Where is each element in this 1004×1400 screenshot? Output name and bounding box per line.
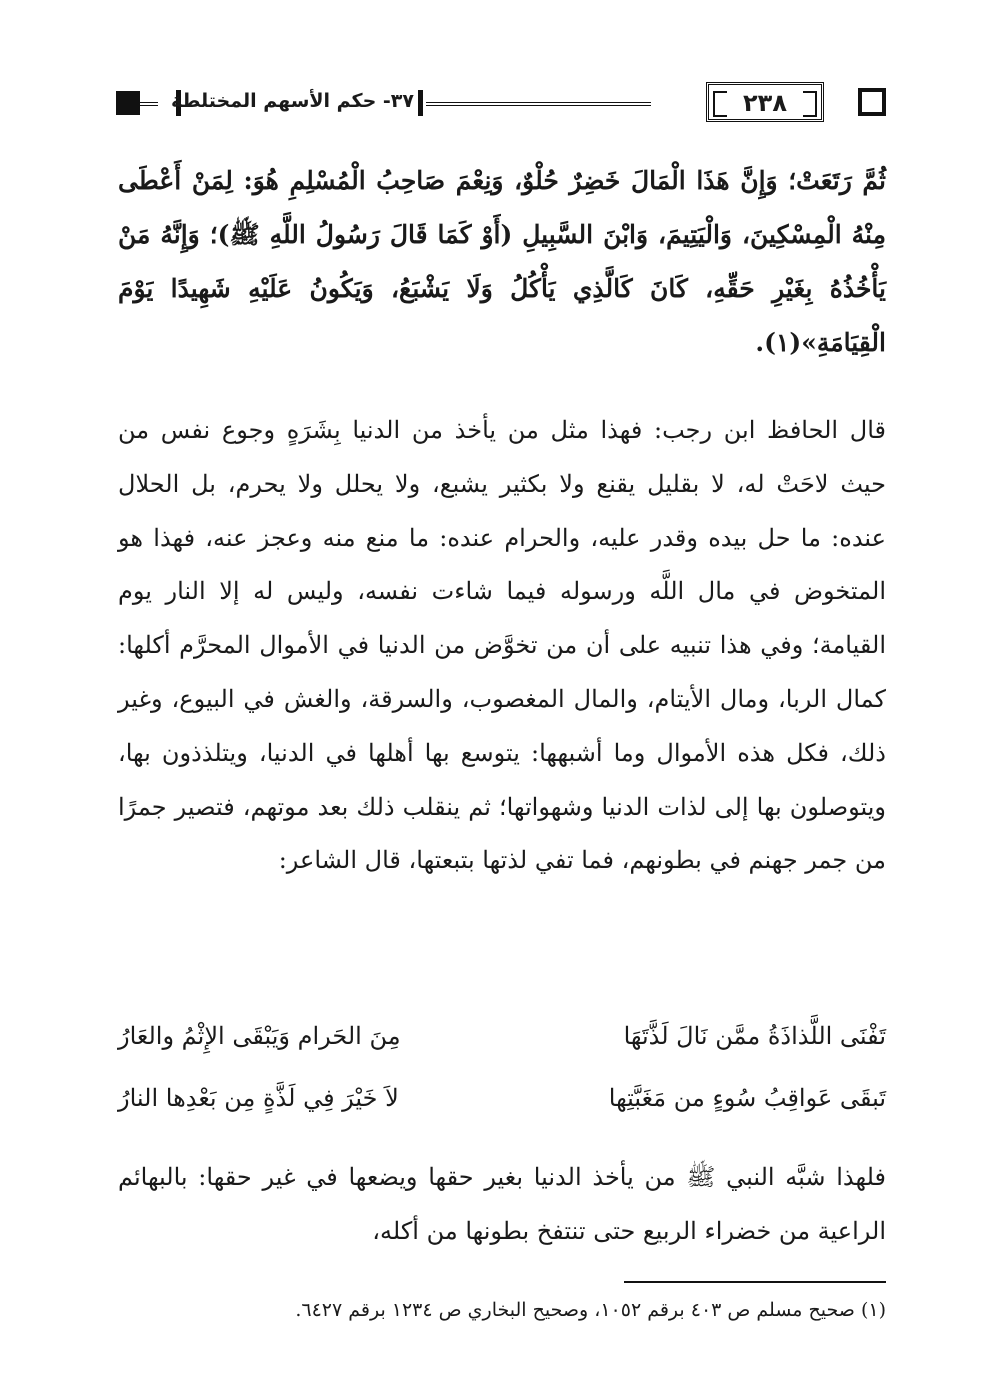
poem-first-hemistich: تَبقَى عَواقِبُ سُوءٍ من مَغَبَّتِها: [608, 1084, 886, 1112]
hadith-text: ثُمَّ رَتَعَتْ؛ وَإِنَّ هَذَا الْمَالَ خَضِرٌ حُلْوٌ، وَنِعْمَ صَاحِبُ الْمُسْلِمِ هُوَ: لِمَنْ أَعْطَى مِنْهُ الْمِسْكِينَ، وَالْيَتِيمَ، وَابْنَ السَّبِيلِ (أَوْ كَمَا قَالَ رَسُولُ اللَّهِ ﷺ)؛ وَإِنَّهُ مَنْ يَأْخُذُهُ بِغَيْرِ حَقِّهِ، كَانَ كَالَّذِي يَأْكُلُ وَلَا يَشْبَعُ، وَيَكُونُ عَلَيْهِ شَهِيدًا يَوْمَ الْقِيَامَةِ»(١).: [118, 166, 886, 357]
section-title: ٣٧- حكم الأسهم المختلطة: [171, 90, 414, 112]
poem-first-hemistich: تَفْنَى اللَّذاذَةُ ممَّن نَالَ لَذَّتَهَا: [623, 1022, 886, 1050]
page-header: [116, 84, 886, 128]
poem-second-hemistich: مِنَ الحَرام وَيَبْقَى الإِثْمُ والعَارُ: [118, 1022, 401, 1050]
header-bar: [418, 90, 423, 116]
header-square-ornament: [116, 91, 140, 115]
footnote: (١) صحيح مسلم ص ٤٠٣ برقم ١٠٥٢، وصحيح البخاري ص ١٢٣٤ برقم ٦٤٢٧.: [295, 1299, 886, 1321]
page-number-frame: [706, 82, 824, 122]
poem-verse: [118, 1022, 886, 1068]
poem-second-hemistich: لاَ خَيْرَ فِي لَذَّةٍ مِن بَعْدِها النارُ: [118, 1084, 399, 1112]
page-number: ٢٣٨: [743, 89, 787, 117]
commentary-paragraph: قال الحافظ ابن رجب: فهذا مثل من يأخذ من الدنيا بِشَرَهٍ وجوع نفس من حيث لاحَتْ له، لا بقليل يقنع ولا بكثير يشبع، ولا يحلل ولا يحرم، بل الحلال عنده: ما حل بيده وقدر عليه، والحرام عنده: ما منع منه وعجز عنه، فهذا هو المتخوض في مال اللَّه ورسوله فيما شاءت نفسه، وليس له إلا النار يوم القيامة؛ وفي هذا تنبيه على أن من تخوَّض من الدنيا في الأموال المحرَّم أكلها: كمال الربا، ومال الأيتام، والمال المغصوب، والسرقة، والغش في البيوع، وغير ذلك، فكل هذه الأموال وما أشبهها: يتوسع بها أهلها في الدنيا، ويتلذذون بها، ويتوصلون بها إلى لذات الدنيا وشهواتها؛ ثم ينقلب ذلك بعد موتهم، فتصير جمرًا من جمر جهنم في بطونهم، فما تفي لذتها بتبعتها، قال الشاعر:: [118, 416, 886, 875]
poem-verse: [118, 1084, 886, 1130]
header-rule: [426, 102, 651, 106]
footnote-separator: [624, 1281, 886, 1283]
header-square-ornament: [858, 88, 886, 116]
header-rule: [140, 102, 158, 106]
closing-paragraph: فلهذا شبَّه النبي ﷺ من يأخذ الدنيا بغير حقها ويضعها في غير حقها: بالبهائم الراعية من خضراء الربيع حتى تنتفخ بطونها من أكله،: [118, 1163, 886, 1245]
